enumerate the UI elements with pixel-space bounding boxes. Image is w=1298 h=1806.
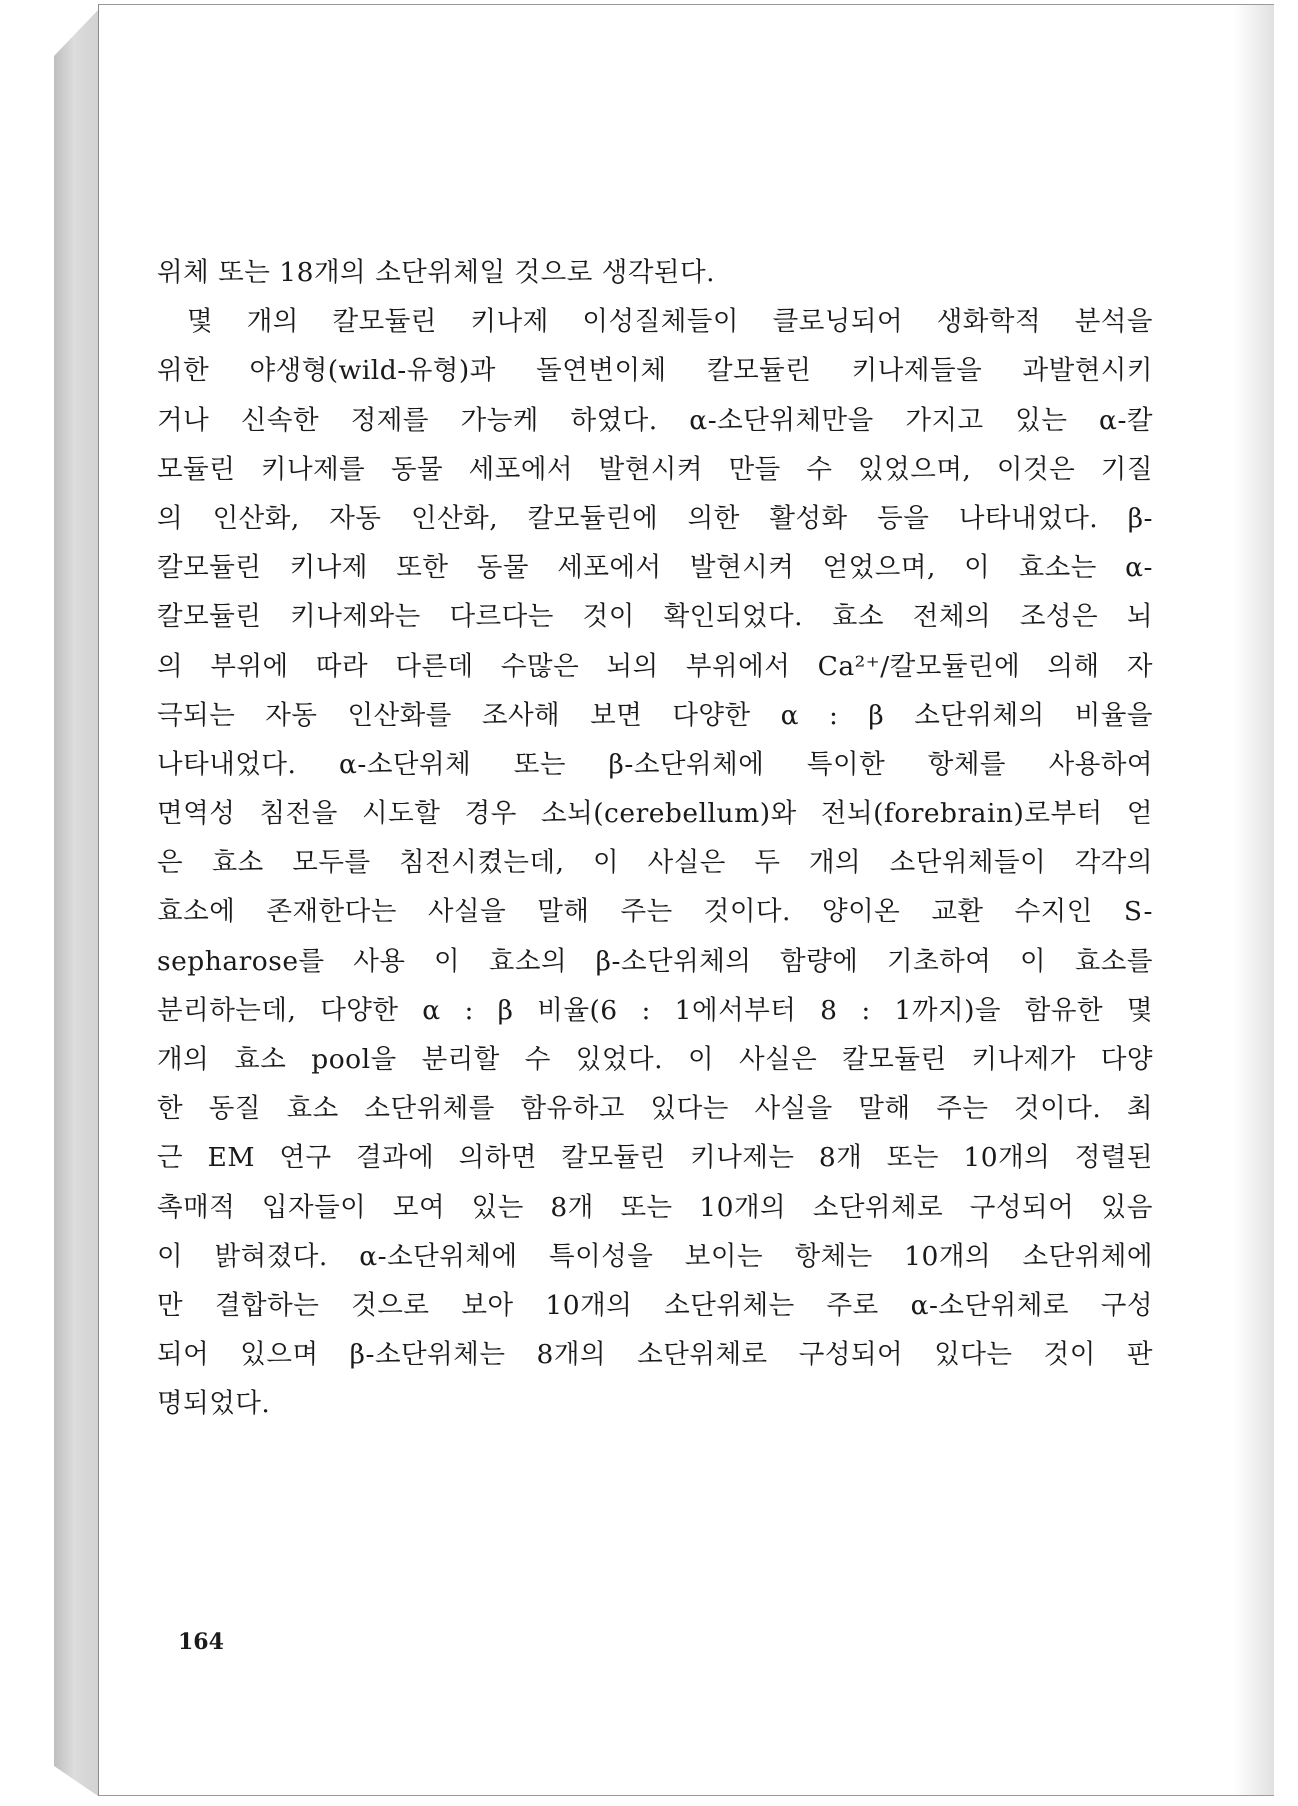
page-number: 164: [178, 1629, 224, 1655]
text-line: 모듈린 키나제를 동물 세포에서 발현시켜 만들 수 있었으며, 이것은 기질: [157, 453, 1153, 485]
text-line: 면역성 침전을 시도할 경우 소뇌(cerebellum)와 전뇌(forebrain)로부터 얻: [157, 798, 1153, 830]
text-line: 거나 신속한 정제를 가능케 하였다. α-소단위체만을 가지고 있는 α-칼: [157, 404, 1153, 436]
text-line: 촉매적 입자들이 모여 있는 8개 또는 10개의 소단위체로 구성되어 있음: [157, 1191, 1153, 1223]
text-line: 몇 개의 칼모듈린 키나제 이성질체들이 클로닝되어 생화학적 분석을: [187, 306, 1153, 338]
text-line: 개의 효소 pool을 분리할 수 있었다. 이 사실은 칼모듈린 키나제가 다양: [157, 1044, 1153, 1075]
text-line: 되어 있으며 β-소단위체는 8개의 소단위체로 구성되어 있다는 것이 판: [157, 1339, 1153, 1371]
text-line: 근 EM 연구 결과에 의하면 칼모듈린 키나제는 8개 또는 10개의 정렬된: [157, 1142, 1153, 1174]
text-line: 명되었다.: [157, 1388, 271, 1420]
text-line: 한 동질 효소 소단위체를 함유하고 있다는 사실을 말해 주는 것이다. 최: [157, 1093, 1153, 1125]
text-line: 만 결합하는 것으로 보아 10개의 소단위체는 주로 α-소단위체로 구성: [157, 1289, 1153, 1321]
page-edge-shadow: [1234, 5, 1274, 1795]
text-line: 극되는 자동 인산화를 조사해 보면 다양한 α : β 소단위체의 비율을: [157, 699, 1153, 731]
text-line: 은 효소 모두를 침전시켰는데, 이 사실은 두 개의 소단위체들이 각각의: [157, 847, 1153, 879]
text-line: sepharose를 사용 이 효소의 β-소단위체의 함량에 기초하여 이 효소를: [157, 945, 1153, 977]
text-line: 위한 야생형(wild-유형)과 돌연변이체 칼모듈린 키나제들을 과발현시키: [157, 355, 1153, 387]
body-text: [157, 248, 1153, 1429]
text-line: 위체 또는 18개의 소단위체일 것으로 생각된다.: [157, 257, 716, 288]
text-line: 의 인산화, 자동 인산화, 칼모듈린에 의한 활성화 등을 나타내었다. β-: [157, 502, 1153, 534]
text-line: 이 밝혀졌다. α-소단위체에 특이성을 보이는 항체는 10개의 소단위체에: [157, 1240, 1153, 1272]
text-line: 효소에 존재한다는 사실을 말해 주는 것이다. 양이온 교환 수지인 S-: [157, 896, 1153, 928]
text-line: 나타내었다. α-소단위체 또는 β-소단위체에 특이한 항체를 사용하여: [157, 748, 1153, 780]
book-spine: [54, 10, 98, 1796]
text-line: 의 부위에 따라 다른데 수많은 뇌의 부위에서 Ca²⁺/칼모듈린에 의해 자: [157, 650, 1153, 682]
text-line: 분리하는데, 다양한 α : β 비율(6 : 1에서부터 8 : 1까지)을 함유한 몇: [157, 994, 1153, 1026]
text-line: 칼모듈린 키나제 또한 동물 세포에서 발현시켜 얻었으며, 이 효소는 α-: [157, 552, 1153, 584]
text-line: 칼모듈린 키나제와는 다르다는 것이 확인되었다. 효소 전체의 조성은 뇌: [157, 601, 1153, 633]
